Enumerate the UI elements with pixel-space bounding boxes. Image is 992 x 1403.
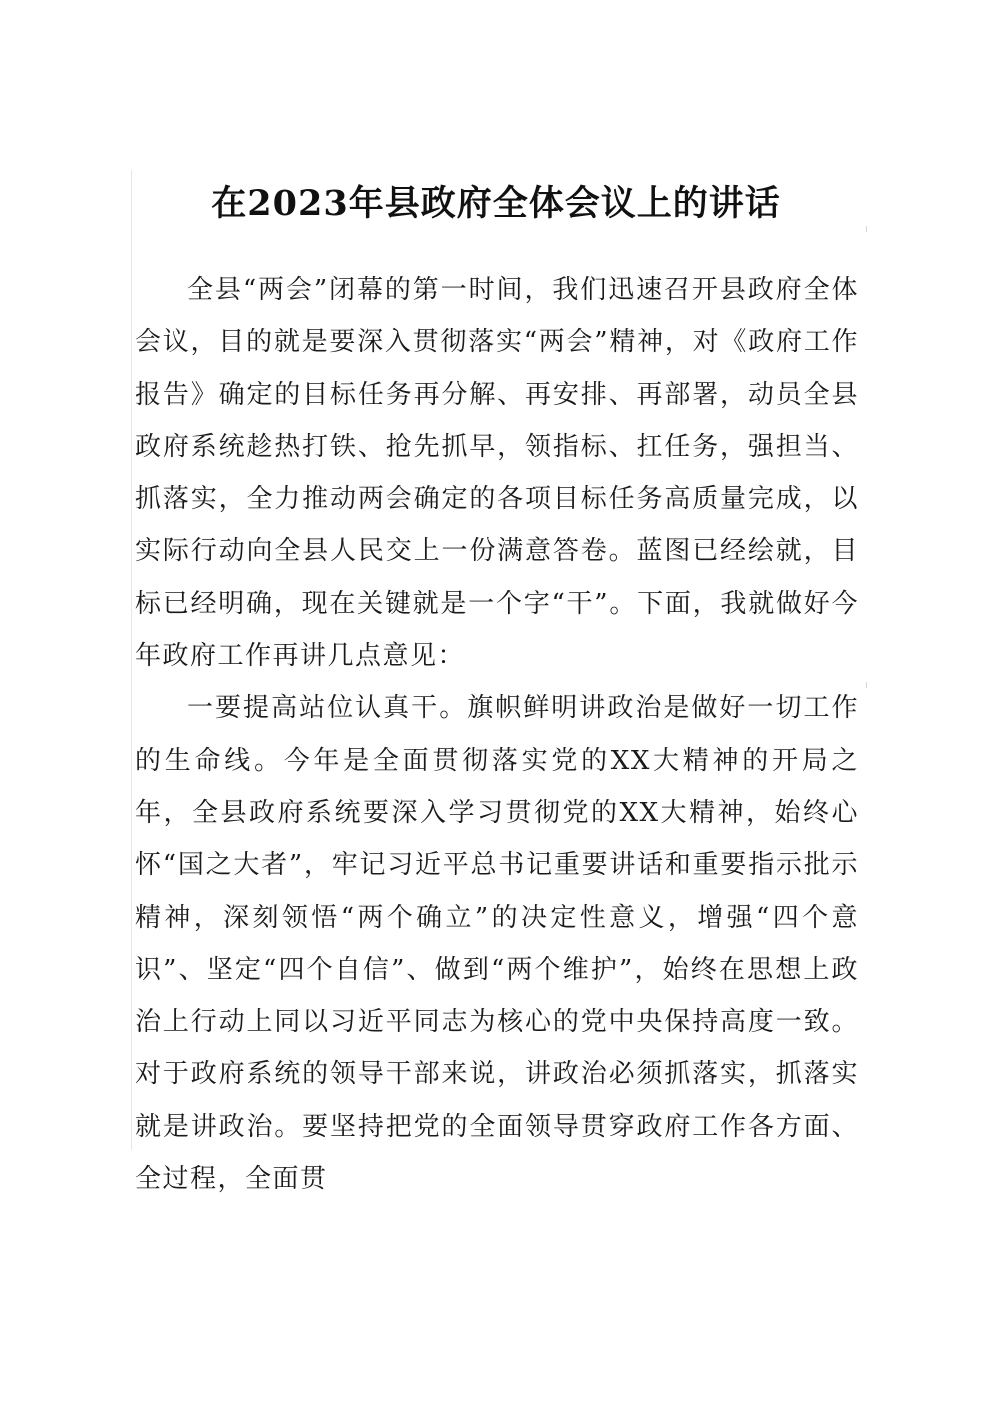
- document-body: [135, 264, 859, 1205]
- paragraph-point-one: 一要提高站位认真干。旗帜鲜明讲政治是做好一切工作的生命线。今年是全面贯彻落实党的XX大精神的开局之年，全县政府系统要深入学习贯彻党的XX大精神，始终心怀“国之大者”，牢记习近平总书记重要讲话和重要指示批示精神，深刻领悟“两个确立”的决定性意义，增强“四个意识”、坚定“四个自信”、做到“两个维护”，始终在思想上政治上行动上同以习近平同志为核心的党中央保持高度一致。对于政府系统的领导干部来说，讲政治必须抓落实，抓落实就是讲政治。要坚持把党的全面领导贯穿政府工作各方面、全过程，全面贯: [135, 693, 859, 1195]
- paragraph-intro: 全县“两会”闭幕的第一时间，我们迅速召开县政府全体会议，目的就是要深入贯彻落实“两会”精神，对《政府工作报告》确定的目标任务再分解、再安排、再部署，动员全县政府系统趁热打铁、抢先抓早，领指标、扛任务，强担当、抓落实，全力推动两会确定的各项目标任务高质量完成，以实际行动向全县人民交上一份满意答卷。蓝图已经绘就，目标已经明确，现在关键就是一个字“干”。下面，我就做好今年政府工作再讲几点意见：: [135, 275, 859, 672]
- margin-mark: [866, 682, 867, 688]
- document-title: 在2023年县政府全体会议上的讲话: [211, 183, 781, 224]
- margin-mark: [866, 226, 867, 232]
- page-margin-line: [131, 170, 132, 1150]
